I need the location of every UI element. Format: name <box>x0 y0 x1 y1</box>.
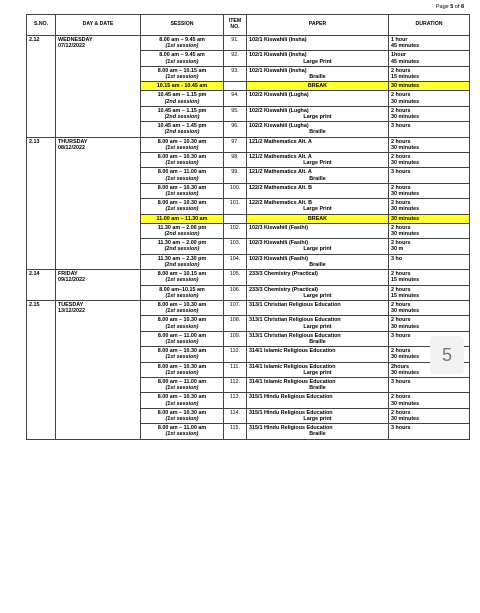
paper-format: Large print <box>303 292 332 299</box>
item-number: 107. <box>224 300 247 315</box>
item-number: 109. <box>224 331 247 346</box>
paper-title: 233/3 Chemistry (Practical) <box>249 271 318 278</box>
paper-cell <box>247 316 389 331</box>
paper-cell <box>247 137 389 152</box>
session-cell <box>141 408 224 423</box>
paper-title: 121/2 Mathematics Alt. A <box>249 169 312 176</box>
session-note: (1st session) <box>165 175 199 182</box>
duration-cell <box>389 408 470 423</box>
duration-cell <box>389 214 470 223</box>
session-note: (1st session) <box>165 415 199 422</box>
item-number: 110. <box>224 347 247 362</box>
paper-cell <box>247 223 389 238</box>
paper-title: 102/2 Kiswahili (Lugha) <box>249 92 309 99</box>
paper-format: Large Print <box>303 206 332 213</box>
item-number: 104. <box>224 254 247 269</box>
page-number <box>436 4 464 10</box>
duration-cell <box>389 168 470 183</box>
session-time: 8.00 am – 10.30 am <box>157 348 207 355</box>
page-sep: of <box>453 4 461 10</box>
day-date: 07/12/2022 <box>58 43 85 50</box>
duration-line: 30 minutes <box>391 98 420 105</box>
session-cell <box>141 331 224 346</box>
duration-line: 15 minutes <box>391 74 420 81</box>
session-time: 8.00 am – 10.30 am <box>157 409 207 416</box>
duration-cell <box>389 36 470 51</box>
session-time: 8.00 am – 11.00 am <box>157 169 207 176</box>
header-duration: DURATION <box>389 15 470 36</box>
session-note: (1st session) <box>165 144 199 151</box>
session-time: 8.00 am – 10.30 am <box>157 154 207 161</box>
paper-cell <box>247 122 389 137</box>
duration-line: 30 minutes <box>391 369 420 376</box>
paper-cell <box>247 239 389 254</box>
session-cell <box>141 51 224 66</box>
paper-cell <box>247 66 389 81</box>
session-note: (1st session) <box>165 206 199 213</box>
session-note: (1st session) <box>165 431 199 438</box>
paper-title: 315/1 Hindu Religious Education <box>249 425 333 432</box>
paper-cell <box>247 408 389 423</box>
paper-cell <box>247 362 389 377</box>
item-number: 102. <box>224 223 247 238</box>
paper-cell <box>247 331 389 346</box>
paper-cell <box>247 168 389 183</box>
session-time: 11.00 am – 11.30 am <box>156 215 208 222</box>
session-time: 11.30 am – 2.30 pm <box>157 255 207 262</box>
paper-title: 102/1 Kiswahili (Insha) <box>249 67 307 74</box>
item-number <box>224 214 247 223</box>
paper-title: 315/1 Hindu Religious Education <box>249 394 333 401</box>
paper-format: Braille <box>309 261 326 268</box>
duration-line: 30 minutes <box>391 415 420 422</box>
paper-format: Braille <box>309 431 326 438</box>
header-sno: S.NO. <box>27 15 56 36</box>
session-note: (1st session) <box>165 191 199 198</box>
timetable <box>26 14 470 440</box>
session-note: (1st session) <box>165 277 199 284</box>
paper-title: 315/1 Hindu Religious Education <box>249 409 333 416</box>
session-cell <box>141 122 224 137</box>
duration-line: 45 minutes <box>391 43 420 50</box>
duration-line: 2 hours <box>391 224 411 231</box>
paper-cell <box>247 424 389 439</box>
session-cell <box>141 223 224 238</box>
paper-format: Large Print <box>303 58 332 65</box>
session-cell <box>141 168 224 183</box>
duration-line: 30 minutes <box>391 215 420 222</box>
duration-cell <box>389 66 470 81</box>
duration-cell <box>389 91 470 106</box>
session-time: 8.00 am–10.15 am <box>159 286 205 293</box>
duration-cell <box>389 254 470 269</box>
header-paper: PAPER <box>247 15 389 36</box>
day-name: THURSDAY <box>58 138 88 145</box>
item-number: 115. <box>224 424 247 439</box>
duration-line: 3 hours <box>391 378 411 385</box>
duration-line: 30 minutes <box>391 206 420 213</box>
duration-cell <box>389 285 470 300</box>
duration-line: 2 hours <box>391 286 411 293</box>
day-date-cell <box>56 270 141 301</box>
duration-line: 3 hours <box>391 169 411 176</box>
session-time: 10.45 am – 1.15 pm <box>157 92 207 99</box>
session-time: 8.00 am – 10.30 am <box>157 317 207 324</box>
duration-cell <box>389 424 470 439</box>
duration-line: 3 hours <box>391 332 411 339</box>
item-number: 111. <box>224 362 247 377</box>
duration-line: 30 minutes <box>391 83 420 90</box>
paper-title: BREAK <box>307 83 328 90</box>
paper-format: Large print <box>303 323 332 330</box>
paper-title: 313/1 Christian Religious Education <box>249 317 341 324</box>
paper-format: Large print <box>303 369 332 376</box>
duration-line: 2 hours <box>391 154 411 161</box>
day-date-cell <box>56 137 141 269</box>
paper-title: 102/1 Kiswahili (Insha) <box>249 52 307 59</box>
item-number: 103. <box>224 239 247 254</box>
duration-cell <box>389 183 470 198</box>
session-cell <box>141 270 224 285</box>
page-current: 5 <box>450 4 454 10</box>
paper-cell <box>247 183 389 198</box>
duration-cell <box>389 51 470 66</box>
duration-line: 2 hours <box>391 240 411 247</box>
session-cell <box>141 137 224 152</box>
session-cell <box>141 254 224 269</box>
day-name: FRIDAY <box>58 271 78 278</box>
header-item: ITEM NO. <box>224 15 247 36</box>
duration-cell <box>389 82 470 91</box>
session-cell <box>141 347 224 362</box>
paper-title: 233/3 Chemistry (Practical) <box>249 286 318 293</box>
paper-cell <box>247 254 389 269</box>
paper-title: 314/1 Islamic Religious Education <box>249 348 336 355</box>
session-note: (1st session) <box>165 323 199 330</box>
day-name: WEDNESDAY <box>58 37 93 43</box>
day-serial-number: 2.12 <box>27 36 56 138</box>
duration-line: 2 hours <box>391 92 411 99</box>
session-time: 8.00 am – 10.30 am <box>157 200 207 207</box>
item-number: 94. <box>224 91 247 106</box>
duration-cell <box>389 199 470 214</box>
session-cell <box>141 377 224 392</box>
session-time: 8.00 am – 11.00 am <box>157 378 207 385</box>
session-note: (1st session) <box>165 369 199 376</box>
session-note: (1st session) <box>165 308 199 315</box>
paper-title: 102/2 Kiswahili (Lugha) <box>249 123 309 130</box>
session-time: 10.45 am – 1.45 pm <box>157 123 207 130</box>
paper-format: Large Print <box>303 160 332 167</box>
session-note: (1st session) <box>165 354 199 361</box>
session-time: 8.00 am – 10.15 am <box>157 271 207 278</box>
duration-cell <box>389 393 470 408</box>
paper-title: BREAK <box>307 215 328 222</box>
duration-line: 2 hours <box>391 67 411 74</box>
paper-format: Braille <box>309 74 326 81</box>
paper-cell <box>247 347 389 362</box>
session-time: 10.45 am – 1.15 pm <box>157 107 207 114</box>
day-serial-number: 2.14 <box>27 270 56 301</box>
paper-cell <box>247 36 389 51</box>
session-cell <box>141 153 224 168</box>
duration-line: 1hour <box>391 52 406 59</box>
paper-cell <box>247 153 389 168</box>
paper-cell <box>247 91 389 106</box>
paper-cell <box>247 51 389 66</box>
header-day: DAY & DATE <box>56 15 141 36</box>
session-time: 10.15 am - 10.45 am <box>156 83 208 90</box>
paper-title: 102/3 Kiswahili (Fasihi) <box>249 240 309 247</box>
session-note: (1st session) <box>165 160 199 167</box>
session-cell <box>141 285 224 300</box>
duration-line: 30 minutes <box>391 114 420 121</box>
duration-line: 2 hours <box>391 348 411 355</box>
duration-line: 3 ho <box>391 255 403 262</box>
duration-line: 2 hours <box>391 138 411 145</box>
item-number: 100. <box>224 183 247 198</box>
duration-line: 2 hours <box>391 200 411 207</box>
item-number: 99. <box>224 168 247 183</box>
duration-line: 30 minutes <box>391 191 420 198</box>
session-note: (1st session) <box>165 74 199 81</box>
session-cell <box>141 82 224 91</box>
paper-title: 122/2 Mathematics Alt. B <box>249 184 313 191</box>
session-time: 8.00 am – 10.15 am <box>157 67 207 74</box>
paper-cell <box>247 393 389 408</box>
item-number: 91. <box>224 36 247 51</box>
duration-line: 2hours <box>391 363 409 370</box>
item-number: 108. <box>224 316 247 331</box>
session-time: 8.00 am – 10.30 am <box>157 138 207 145</box>
session-cell <box>141 214 224 223</box>
duration-line: 2 hours <box>391 271 411 278</box>
item-number: 95. <box>224 106 247 121</box>
session-cell <box>141 183 224 198</box>
duration-line: 2 hours <box>391 409 411 416</box>
duration-cell <box>389 270 470 285</box>
session-cell <box>141 36 224 51</box>
paper-title: 121/2 Mathematics Alt. A <box>249 154 312 161</box>
duration-cell <box>389 106 470 121</box>
session-cell <box>141 66 224 81</box>
item-number <box>224 82 247 91</box>
page-total: 8 <box>460 4 464 10</box>
session-cell <box>141 393 224 408</box>
item-number: 114. <box>224 408 247 423</box>
duration-cell <box>389 377 470 392</box>
paper-title: 102/2 Kiswahili (Lugha) <box>249 107 309 114</box>
header-row <box>27 15 470 36</box>
item-number: 106. <box>224 285 247 300</box>
session-note: (1st session) <box>165 58 199 65</box>
paper-format: Braille <box>309 385 326 392</box>
duration-cell <box>389 239 470 254</box>
paper-title: 122/2 Mathematics Alt. B <box>249 200 313 207</box>
duration-line: 30 m <box>391 246 404 253</box>
session-time: 8.00 am – 10.30 am <box>157 184 207 191</box>
paper-format: Large print <box>303 114 332 121</box>
paper-format: Large print <box>303 246 332 253</box>
session-cell <box>141 300 224 315</box>
paper-cell <box>247 106 389 121</box>
duration-cell <box>389 223 470 238</box>
paper-cell <box>247 270 389 285</box>
session-cell <box>141 239 224 254</box>
table-row <box>27 300 470 315</box>
duration-line: 3 hours <box>391 425 411 432</box>
duration-line: 30 minutes <box>391 308 420 315</box>
session-cell <box>141 424 224 439</box>
paper-cell <box>247 300 389 315</box>
item-number: 113. <box>224 393 247 408</box>
session-time: 8.00 am – 9.45 am <box>159 37 205 43</box>
table-row <box>27 270 470 285</box>
item-number: 112. <box>224 377 247 392</box>
session-cell <box>141 316 224 331</box>
day-date-cell <box>56 36 141 138</box>
session-note: (1st session) <box>165 338 199 345</box>
session-note: (2nd session) <box>164 129 200 136</box>
session-time: 11.30 am – 2.00 pm <box>157 240 207 247</box>
duration-line: 30 minutes <box>391 160 420 167</box>
table-row <box>27 137 470 152</box>
paper-format: Large print <box>303 415 332 422</box>
duration-line: 2 hours <box>391 184 411 191</box>
item-number: 101. <box>224 199 247 214</box>
paper-cell <box>247 285 389 300</box>
item-number: 97. <box>224 137 247 152</box>
session-time: 8.00 am – 11.00 am <box>157 425 207 432</box>
page-prefix: Page <box>435 4 451 10</box>
paper-title: 102/3 Kiswahili (Fasihi) <box>249 255 309 262</box>
duration-line: 30 minutes <box>391 231 420 238</box>
session-time: 8.00 am – 10.30 am <box>157 363 207 370</box>
paper-format: Braille <box>309 175 326 182</box>
duration-line: 30 minutes <box>391 323 420 330</box>
duration-cell <box>389 153 470 168</box>
session-cell <box>141 91 224 106</box>
item-number: 93. <box>224 66 247 81</box>
duration-cell <box>389 137 470 152</box>
session-note: (2nd session) <box>164 261 200 268</box>
duration-line: 45 minutes <box>391 58 420 65</box>
duration-cell <box>389 122 470 137</box>
session-note: (1st session) <box>165 385 199 392</box>
duration-line: 15 minutes <box>391 292 420 299</box>
duration-line: 2 hours <box>391 317 411 324</box>
duration-cell <box>389 300 470 315</box>
paper-title: 121/2 Mathematics Alt. A <box>249 138 312 145</box>
paper-title: 313/1 Christian Religious Education <box>249 301 341 308</box>
duration-cell <box>389 316 470 331</box>
item-number: 105. <box>224 270 247 285</box>
item-number: 92. <box>224 51 247 66</box>
session-time: 8.00 am – 9.45 am <box>159 52 205 59</box>
session-note: (2nd session) <box>164 246 200 253</box>
session-cell <box>141 199 224 214</box>
session-note: (1st session) <box>165 43 199 50</box>
duration-line: 3 hours <box>391 123 411 130</box>
session-cell <box>141 106 224 121</box>
duration-line: 1 hour <box>391 37 408 43</box>
duration-line: 2 hours <box>391 301 411 308</box>
session-time: 8.00 am – 10.30 am <box>157 301 207 308</box>
duration-line: 30 minutes <box>391 354 420 361</box>
day-serial-number: 2.15 <box>27 300 56 439</box>
paper-title: 102/3 Kiswahili (Fasihi) <box>249 224 309 231</box>
item-number: 96. <box>224 122 247 137</box>
day-date: 09/12/2022 <box>58 277 85 284</box>
paper-format: Braille <box>309 129 326 136</box>
day-date: 13/12/2022 <box>58 308 85 315</box>
paper-cell <box>247 82 389 91</box>
paper-title: 314/1 Islamic Religious Education <box>249 378 336 385</box>
session-note: (2nd session) <box>164 114 200 121</box>
duration-line: 30 minutes <box>391 400 420 407</box>
paper-cell <box>247 214 389 223</box>
duration-line: 15 minutes <box>391 277 420 284</box>
paper-format: Braille <box>309 338 326 345</box>
paper-cell <box>247 377 389 392</box>
day-date: 08/12/2022 <box>58 144 85 151</box>
duration-line: 30 minutes <box>391 144 420 151</box>
item-number: 98. <box>224 153 247 168</box>
day-date-cell <box>56 300 141 439</box>
table-row <box>27 36 470 51</box>
day-name: TUESDAY <box>58 301 84 308</box>
paper-cell <box>247 199 389 214</box>
paper-title: 314/1 Islamic Religious Education <box>249 363 336 370</box>
page-indicator-overlay[interactable]: 5 <box>430 336 464 374</box>
session-time: 8.00 am – 10.30 am <box>157 394 207 401</box>
session-note: (1st session) <box>165 400 199 407</box>
session-cell <box>141 362 224 377</box>
session-time: 8.00 am – 11.00 am <box>157 332 207 339</box>
duration-line: 2 hours <box>391 107 411 114</box>
paper-title: 102/1 Kiswahili (Insha) <box>249 37 307 43</box>
day-serial-number: 2.13 <box>27 137 56 269</box>
header-session: SESSION <box>141 15 224 36</box>
session-time: 11.30 am – 2.00 pm <box>157 224 207 231</box>
paper-title: 313/1 Christian Religious Education <box>249 332 341 339</box>
session-note: (1st session) <box>165 292 199 299</box>
duration-line: 2 hours <box>391 394 411 401</box>
session-note: (2nd session) <box>164 231 200 238</box>
timetable-body <box>27 36 470 440</box>
session-note: (2nd session) <box>164 98 200 105</box>
